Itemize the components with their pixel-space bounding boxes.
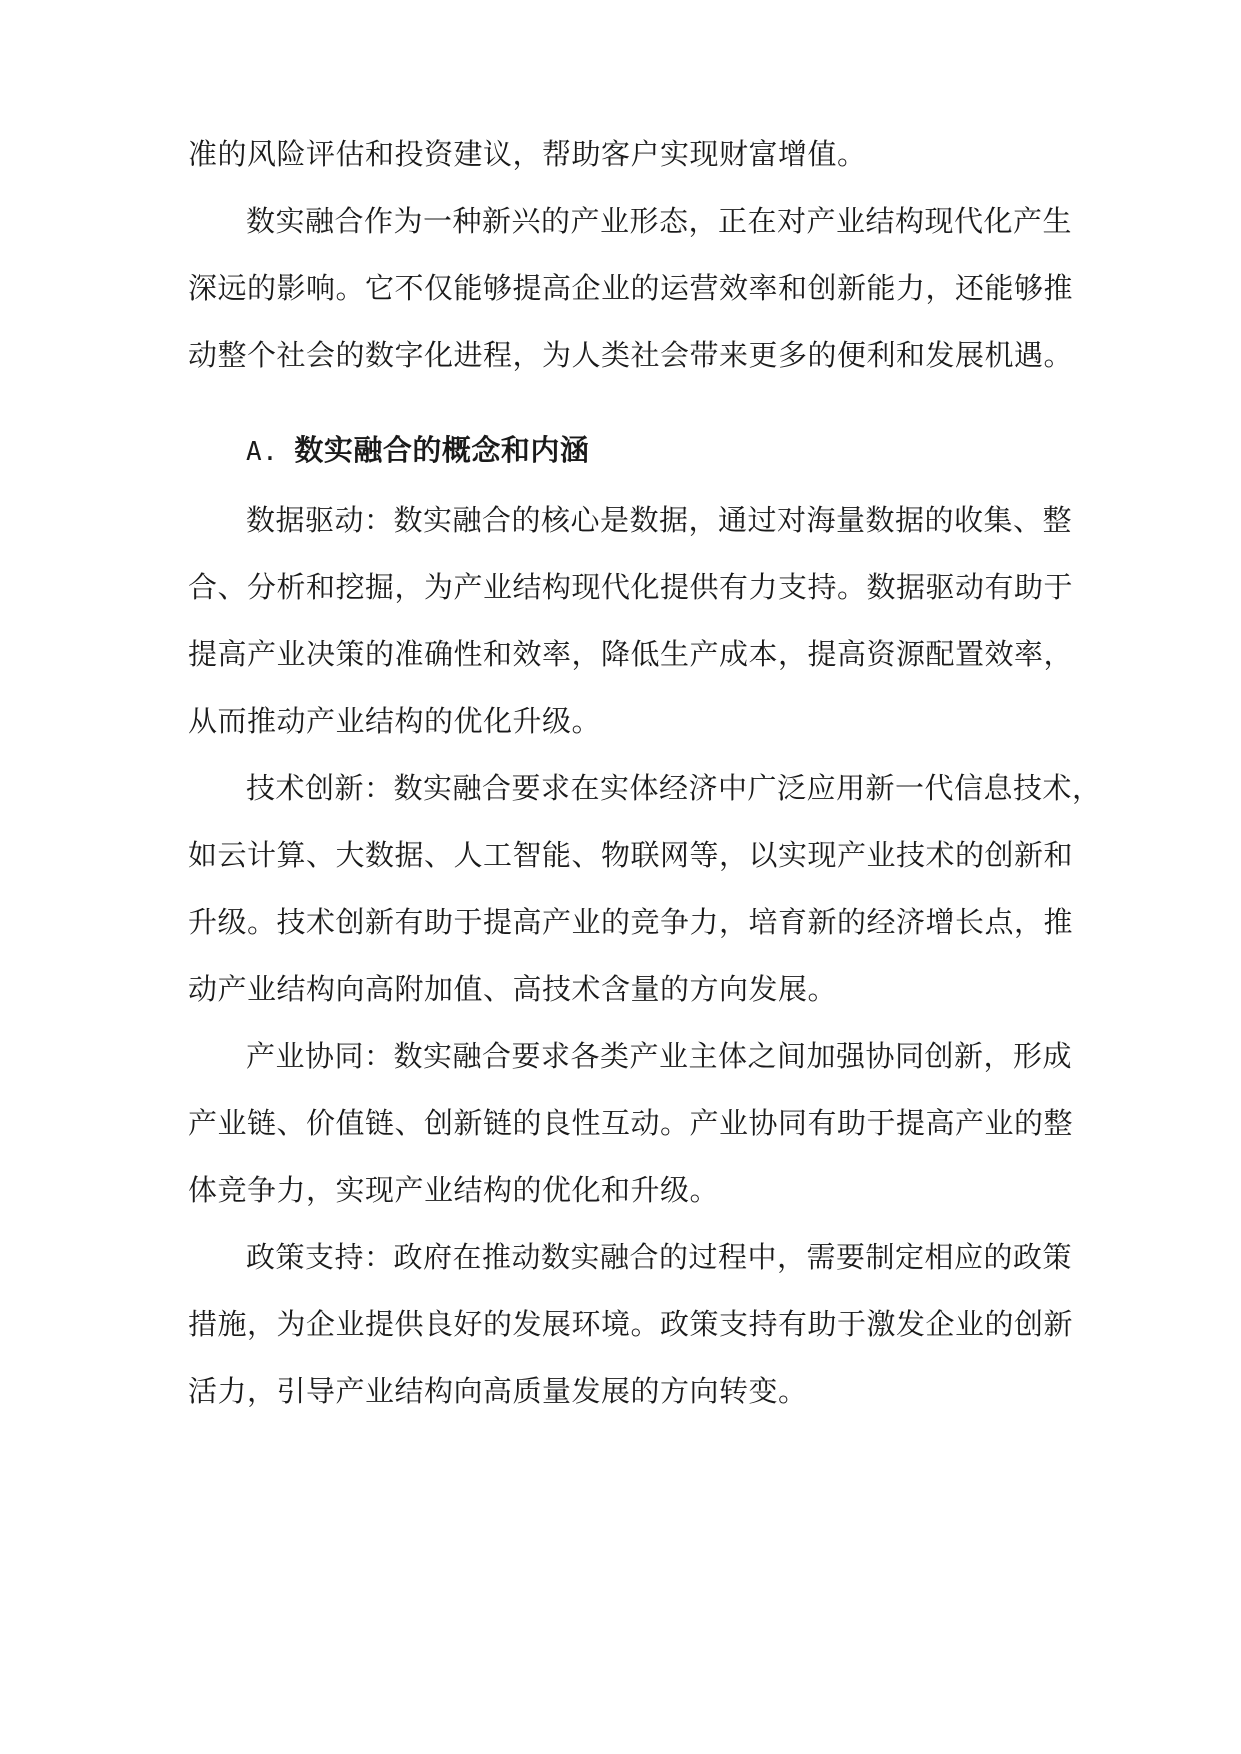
paragraph-line: 数据驱动：数实融合的核心是数据，通过对海量数据的收集、整 bbox=[246, 503, 1073, 537]
paragraph-line: 措施，为企业提供良好的发展环境。政策支持有助于激发企业的创新 bbox=[188, 1307, 1074, 1341]
paragraph-line: 活力，引导产业结构向高质量发展的方向转变。 bbox=[188, 1374, 808, 1408]
section-marker: A. bbox=[246, 437, 279, 467]
paragraph-line: 动产业结构向高附加值、高技术含量的方向发展。 bbox=[188, 972, 838, 1006]
paragraph-line: 产业协同：数实融合要求各类产业主体之间加强协同创新，形成 bbox=[246, 1039, 1073, 1073]
paragraph-line: 产业链、价值链、创新链的良性互动。产业协同有助于提高产业的整 bbox=[188, 1106, 1074, 1140]
paragraph-line: 技术创新：数实融合要求在实体经济中广泛应用新一代信息技术， bbox=[246, 771, 1102, 805]
section-title: 数实融合的概念和内涵 bbox=[294, 433, 590, 467]
paragraph-line: 提高产业决策的准确性和效率，降低生产成本，提高资源配置效率， bbox=[188, 637, 1074, 671]
paragraph-line: 合、分析和挖掘，为产业结构现代化提供有力支持。数据驱动有助于 bbox=[188, 570, 1074, 604]
section-heading bbox=[246, 430, 1066, 470]
paragraph-line: 体竞争力，实现产业结构的优化和升级。 bbox=[188, 1173, 720, 1207]
paragraph-line: 数实融合作为一种新兴的产业形态，正在对产业结构现代化产生 bbox=[246, 204, 1073, 238]
paragraph-line: 深远的影响。它不仅能够提高企业的运营效率和创新能力，还能够推 bbox=[188, 271, 1074, 305]
paragraph-line: 政策支持：政府在推动数实融合的过程中，需要制定相应的政策 bbox=[246, 1240, 1073, 1274]
paragraph-line: 如云计算、大数据、人工智能、物联网等，以实现产业技术的创新和 bbox=[188, 838, 1074, 872]
paragraph-line: 准的风险评估和投资建议，帮助客户实现财富增值。 bbox=[188, 137, 867, 171]
paragraph-line: 从而推动产业结构的优化升级。 bbox=[188, 704, 602, 738]
paragraph-line: 升级。技术创新有助于提高产业的竞争力，培育新的经济增长点，推 bbox=[188, 905, 1074, 939]
paragraph-line: 动整个社会的数字化进程，为人类社会带来更多的便利和发展机遇。 bbox=[188, 338, 1074, 372]
